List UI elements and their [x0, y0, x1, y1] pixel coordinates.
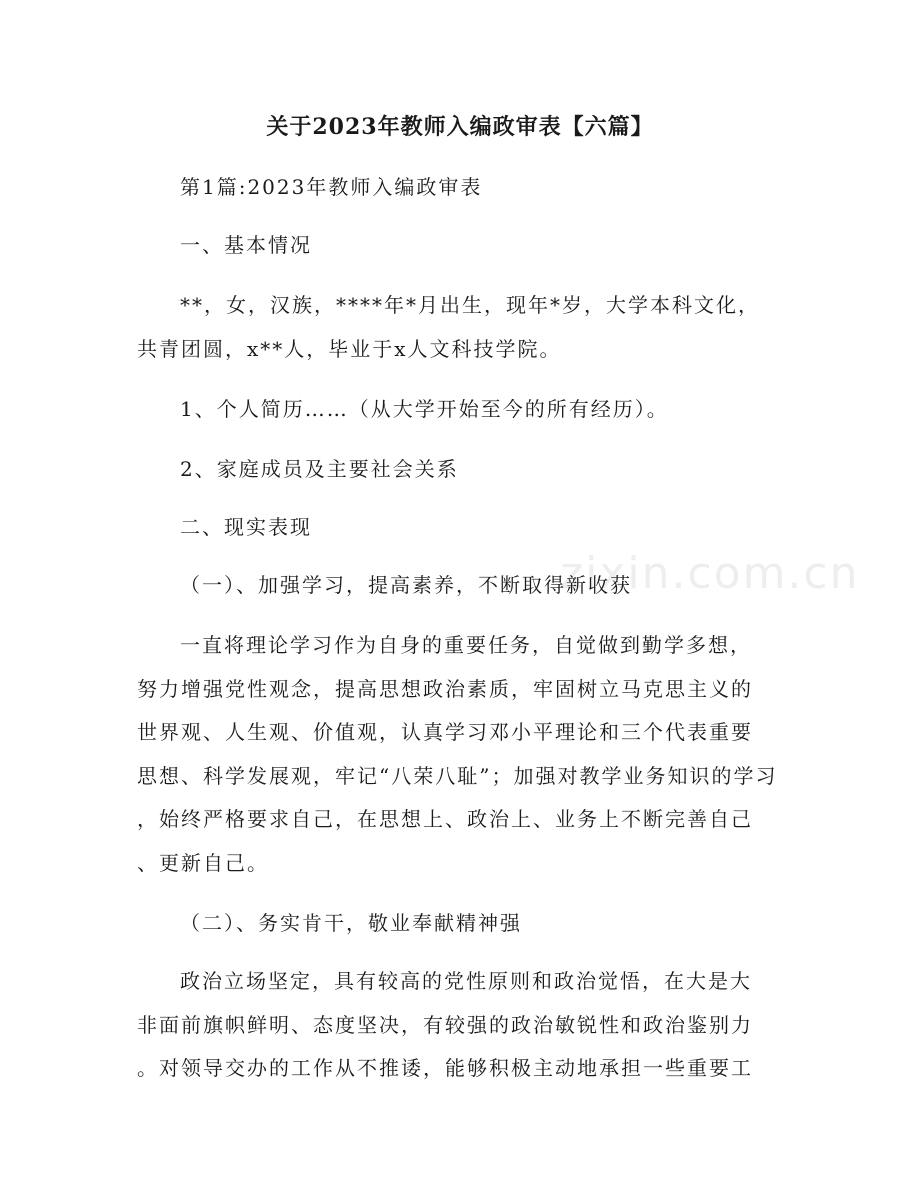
paragraph-line: 共青团圆，x**人，毕业于x人文科技学院。	[137, 337, 562, 361]
paragraph-line: 非面前旗帜鲜明、态度坚决，有较强的政治敏锐性和政治鉴别力	[137, 1013, 753, 1037]
section-heading: 第1篇:2023年教师入编政审表	[180, 175, 483, 199]
paragraph-line: 、更新自己。	[137, 851, 269, 875]
paragraph-line: 思想、科学发展观，牢记“八荣八耻”；加强对教学业务知识的学习	[137, 764, 778, 788]
subheading: 一、基本情况	[180, 233, 312, 257]
subheading: （一）、加强学习，提高素养，不断取得新收获	[180, 573, 632, 597]
document-title: 关于2023年教师入编政审表【六篇】	[266, 114, 654, 140]
paragraph-line: 。对领导交办的工作从不推诿，能够积极主动地承担一些重要工	[137, 1056, 753, 1080]
paragraph-line: **，女，汉族，****年*月出生，现年*岁，大学本科文化，	[180, 293, 760, 317]
subheading: （二）、务实肯干，敬业奉献精神强	[180, 911, 522, 935]
paragraph-line: 一直将理论学习作为自身的重要任务，自觉做到勤学多想，	[180, 633, 752, 657]
paragraph-line: 努力增强党性观念，提高思想政治素质，牢固树立马克思主义的	[137, 677, 753, 701]
paragraph-line: 2、家庭成员及主要社会关系	[180, 457, 459, 481]
watermark: zixin.com.cn	[560, 548, 860, 599]
paragraph-line: 政治立场坚定，具有较高的党性原则和政治觉悟，在大是大	[180, 969, 752, 993]
paragraph-line: 世界观、人生观、价值观，认真学习邓小平理论和三个代表重要	[137, 720, 753, 744]
subheading: 二、现实表现	[180, 515, 312, 539]
paragraph-line: ，始终严格要求自己，在思想上、政治上、业务上不断完善自己	[137, 807, 753, 831]
paragraph-line: 1、个人简历……（从大学开始至今的所有经历）。	[180, 397, 669, 421]
